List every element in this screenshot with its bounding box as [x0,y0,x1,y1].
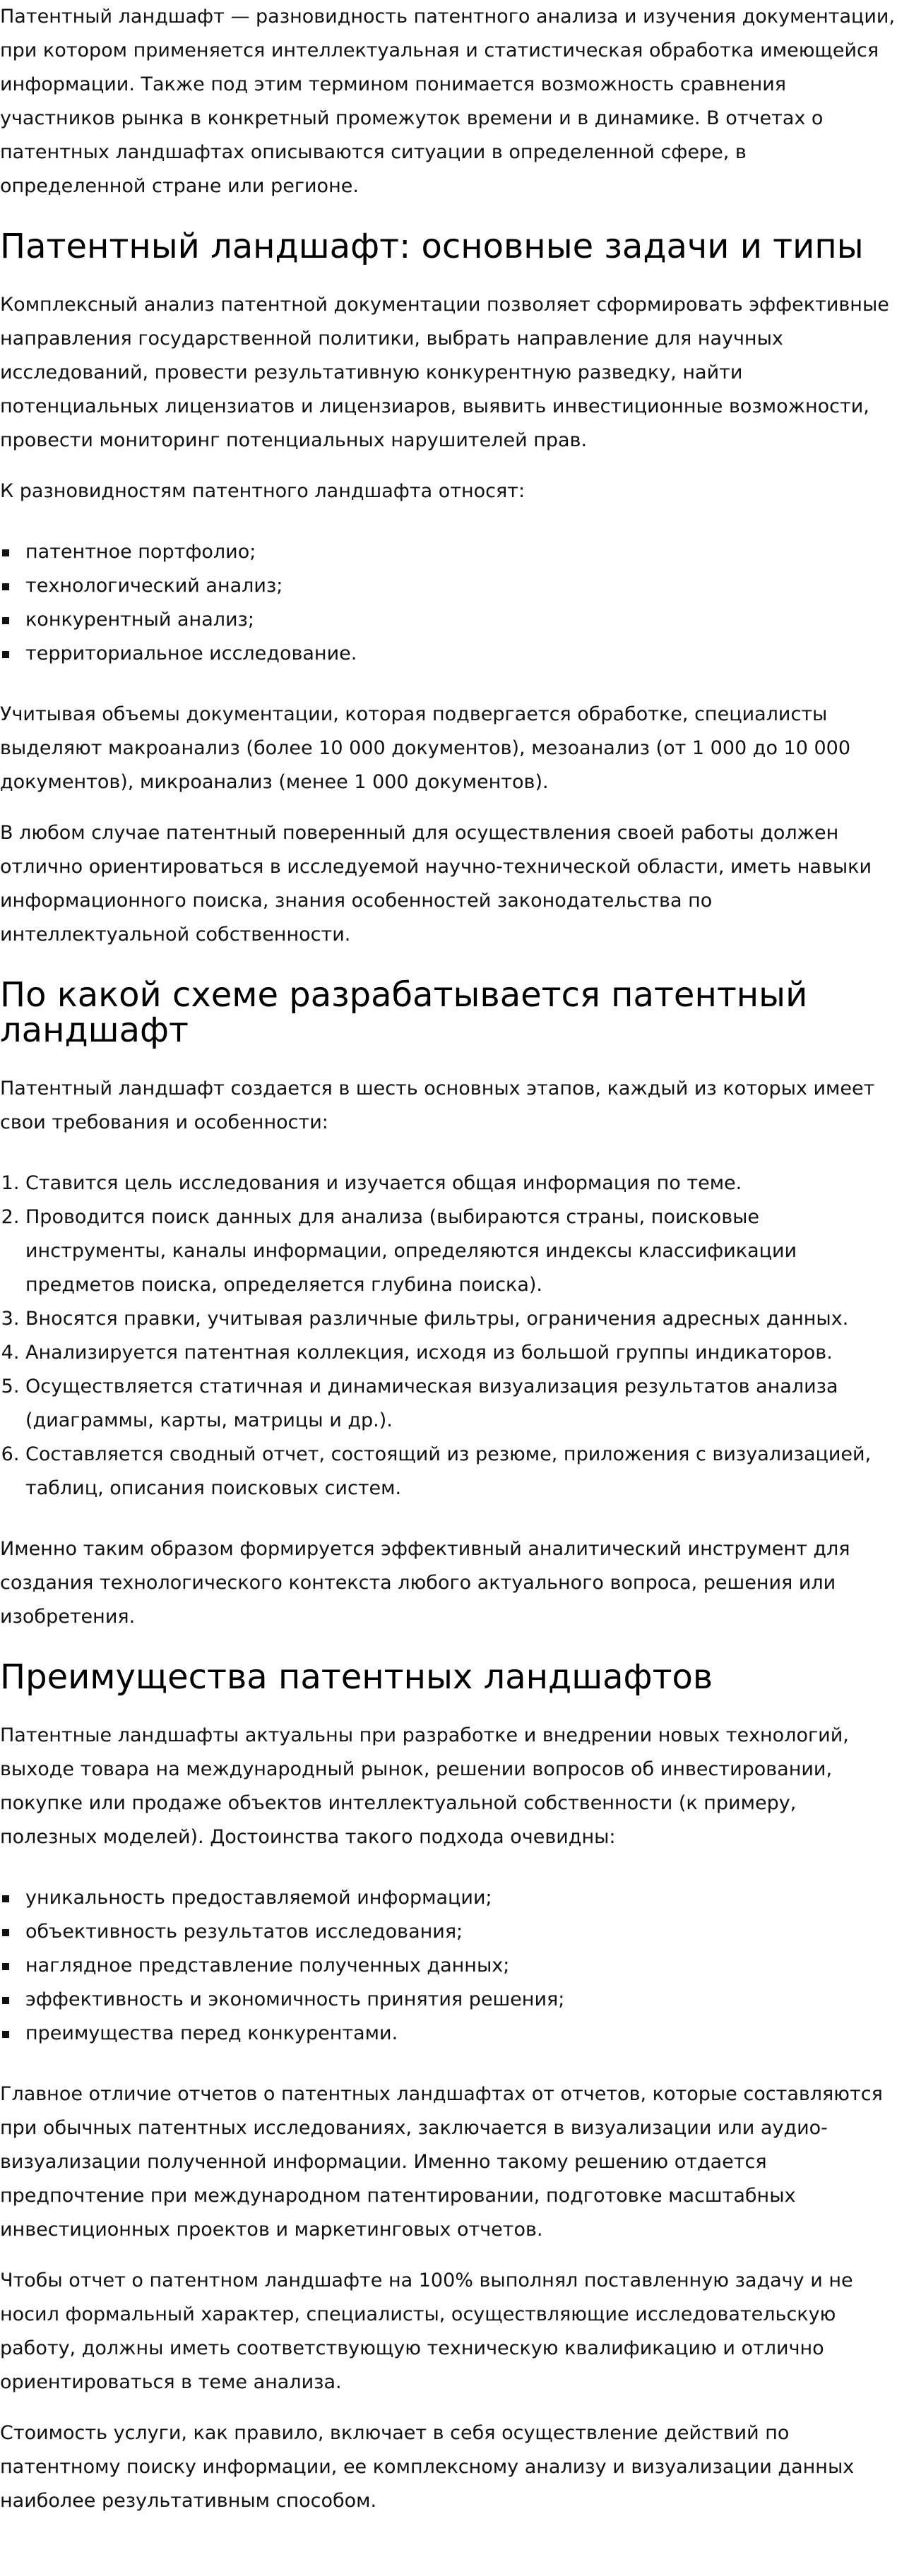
list-item: эффективность и экономичность принятия решения; [25,1983,897,2017]
list-item: наглядное представление полученных данных; [25,1949,897,1983]
paragraph: Чтобы отчет о патентном ландшафте на 100% выполнял поставленную задачу и не носил формальный характер, специалисты, осуществляющие исследовательскую работу, должны иметь соответствующую техническую квалификацию и отлично ориентироваться в теме анализа. [0,2270,853,2393]
paragraph: Комплексный анализ патентной документации позволяет сформировать эффективные направления государственной политики, выбрать направление для научных исследований, провести результативную конкурентную разведку, найти потенциальных лицензиатов и лицензиаров, выявить инвестиционные возможности, провести мониторинг потенциальных нарушителей прав. [0,294,889,451]
list-item: уникальность предоставляемой информации; [25,1881,897,1915]
paragraph: Патентный ландшафт создается в шесть основных этапов, каждый из которых имеет свои требования и особенности: [0,1078,875,1133]
list-item: объективность результатов исследования; [25,1915,897,1949]
section-heading-tasks: Патентный ландшафт: основные задачи и типы [0,227,864,266]
steps-list [0,1167,897,1505]
list-item: 4. Анализируется патентная коллекция, исходя из большой группы индикаторов. [25,1336,897,1370]
list-item: 3. Вносятся правки, учитывая различные фильтры, ограничения адресных данных. [25,1302,897,1336]
paragraph: Главное отличие отчетов о патентных ландшафтах от отчетов, которые составляются при обычных патентных исследованиях, заключается в визуализации или аудио-визуализации полученной информации. Именно такому решению отдается предпочтение при международном патентировании, подготовке масштабных инвестиционных проектов и маркетинговых отчетов. [0,2083,883,2241]
list-item: преимущества перед конкурентами. [25,2017,897,2051]
list-item: 2. Проводится поиск данных для анализа (выбираются страны, поисковые инструменты, каналы информации, определяются индексы классификации предметов поиска, определяется глубина поиска). [25,1200,897,1302]
list-item: патентное портфолио; [25,535,897,569]
list-item: технологический анализ; [25,569,897,603]
paragraph: Патентные ландшафты актуальны при разработке и внедрении новых технологий, выходе товара на международный рынок, решении вопросов об инвестировании, покупке или продаже объектов интеллектуальной собственности (к примеру, полезных моделей). Достоинства такого подхода очевидны: [0,1724,849,1848]
list-item: конкурентный анализ; [25,603,897,637]
list-item: территориальное исследование. [25,637,897,671]
list-item: 6. Составляется сводный отчет, состоящий из резюме, приложения с визуализацией, таблиц, описания поисковых систем. [25,1438,897,1505]
paragraph: Именно таким образом формируется эффективный аналитический инструмент для создания технологического контекста любого актуального вопроса, решения или изобретения. [0,1538,850,1628]
paragraph: Стоимость услуги, как правило, включает в себя осуществление действий по патентному поиску информации, ее комплексному анализу и визуализации данных наиболее результативным способом. [0,2422,855,2512]
paragraph: Учитывая объемы документации, которая подвергается обработке, специалисты выделяют макроанализ (более 10 000 документов), мезоанализ (от 1 000 до 10 000 документов), микроанализ (менее 1 000 документов). [0,703,851,793]
advantages-list [0,1881,897,2051]
list-item: 5. Осуществляется статичная и динамическая визуализация результатов анализа (диаграммы, карты, матрицы и др.). [25,1370,897,1438]
list-item: 1. Ставится цель исследования и изучается общая информация по теме. [25,1167,897,1200]
intro-paragraph: Патентный ландшафт — разновидность патентного анализа и изучения документации, при котором применяется интеллектуальная и статистическая обработка имеющейся информации. Также под этим термином понимается возможность сравнения участников рынка в конкретный промежуток времени и в динамике. В отчетах о патентных ландшафтах описываются ситуации в определенной сфере, в определенной стране или регионе. [0,6,896,197]
types-list [0,535,897,671]
paragraph: К разновидностям патентного ландшафта относят: [0,480,525,502]
paragraph: В любом случае патентный поверенный для осуществления своей работы должен отлично ориентироваться в исследуемой научно-технической области, иметь навыки информационного поиска, знания особенностей законодательства по интеллектуальной собственности. [0,822,872,946]
section-heading-advantages: Преимущества патентных ландшафтов [0,1657,713,1697]
section-heading-scheme: По какой схеме разрабатывается патентный ландшафт [0,975,808,1050]
